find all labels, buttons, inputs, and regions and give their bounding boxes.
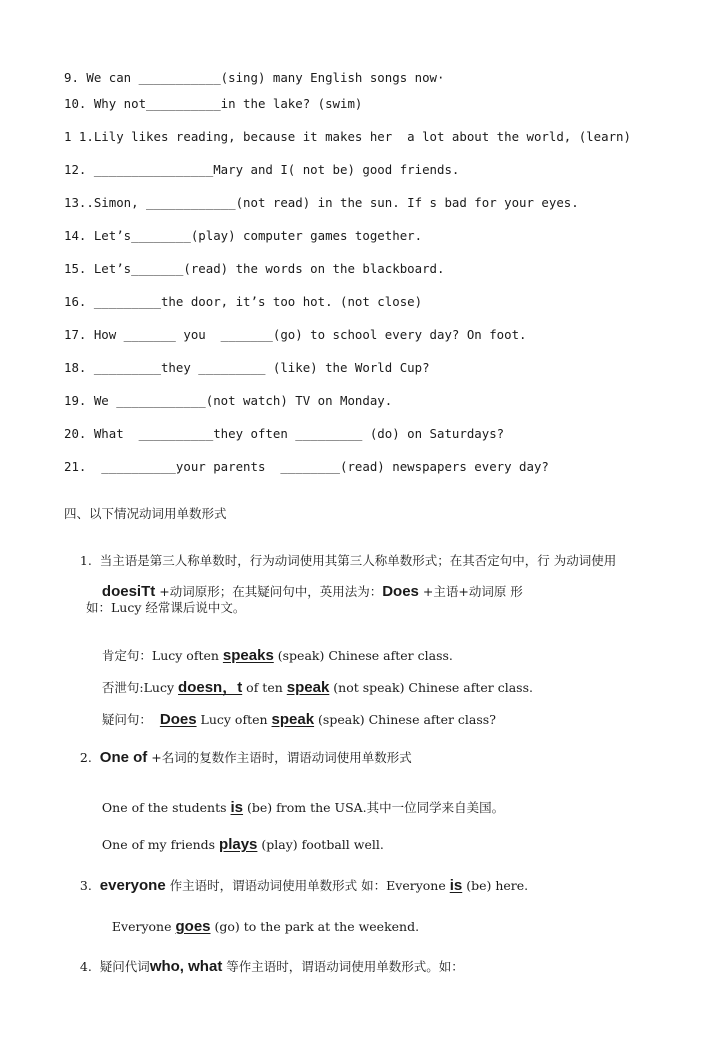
rule-2-number: 2. (79, 750, 92, 765)
answer-is: is (230, 799, 244, 816)
keyword-who-what: who, what (149, 958, 223, 975)
keyword-doesnt: doesiTt (101, 583, 156, 600)
exercise-11: 1 1.Lily likes reading, because it makes her a lot about the world, (learn) (64, 129, 631, 144)
keyword-everyone: everyone (99, 877, 166, 894)
ex-post: (be) here. (462, 878, 529, 893)
exercise-12: 12. ________________Mary and I( not be) good friends. (64, 162, 460, 177)
ex-pre: Everyone (386, 878, 446, 893)
exercise-21: 21. __________your parents ________(read) newspapers every day? (64, 459, 549, 474)
neg-mid: of ten (242, 680, 283, 695)
exercise-9: 9. We can ___________(sing) many English songs now· (64, 70, 445, 85)
ex-cn: 其中一位同学来自美国。 (366, 800, 505, 815)
rule-2-text: +名词的复数作主语时，谓语动词使用单数形式 (151, 750, 412, 765)
rule-1-example-cn: 如：Lucy 经常课后说中文。 (86, 600, 246, 615)
exercise-16: 16. _________the door, it’s too hot. (not close) (64, 294, 423, 309)
ex-post: (go) to the park at the weekend. (210, 919, 420, 934)
answer-goes: goes (175, 918, 211, 935)
keyword-one-of: One of (99, 749, 148, 766)
answer-speaks: speaks (222, 647, 274, 664)
affirm-label: 肯定句：Lucy often (101, 648, 219, 663)
rule-1-number: 1. (79, 553, 92, 568)
exercise-17: 17. How _______ you _______(go) to school every day? On foot. (64, 327, 527, 342)
ex-post: (be) from the USA. (243, 800, 367, 815)
rule-1-tail: +主语+动词原 形 (422, 584, 523, 599)
exercise-14: 14. Let’s________(play) computer games together. (64, 228, 423, 243)
answer-is-everyone: is (449, 877, 463, 894)
rule-1-text: 当主语是第三人称单数时，行为动词使用其第三人称单数形式；在其否定句中，行 为动词使用 (99, 553, 617, 568)
affirm-rest: (speak) Chinese after class. (273, 648, 453, 663)
exercise-10: 10. Why not__________in the lake? (swim) (64, 96, 363, 111)
rule-1-mid: +动词原形；在其疑问句中，英用法为： (159, 584, 383, 599)
ex-pre: One of the students (101, 800, 227, 815)
answer-speak-question: speak (271, 711, 315, 728)
answer-plays: plays (219, 836, 258, 853)
exercise-20: 20. What __________they often _________ (do) on Saturdays? (64, 426, 505, 441)
neg-label: 否泄句:Lucy (101, 680, 175, 695)
exercise-15: 15. Let’s_______(read) the words on the blackboard. (64, 261, 445, 276)
answer-speak: speak (286, 679, 330, 696)
rule-3-number: 3. (79, 878, 92, 893)
exercise-19: 19. We ____________(not watch) TV on Monday. (64, 393, 393, 408)
section-title: 四、以下情况动词用单数形式 (64, 506, 227, 521)
rule-2-intro (64, 734, 412, 782)
neg-rest: (not speak) Chinese after class. (329, 680, 533, 695)
exercise-18: 18. _________they _________ (like) the World Cup? (64, 360, 430, 375)
exercise-13: 13..Simon, ____________(not read) in the sun. If s bad for your eyes. (64, 195, 579, 210)
ex-pre: Everyone (111, 919, 172, 934)
rule-4-intro (64, 943, 464, 991)
q-label: 疑问句： (101, 712, 152, 727)
answer-doesnt: doesn，t (178, 679, 243, 696)
q-rest: (speak) Chinese after class? (314, 712, 496, 727)
rule-4-text-2: 等作主语时，谓语动词使用单数形式。如： (226, 959, 464, 974)
keyword-does: Does (382, 583, 419, 600)
ex-pre: One of my friends (101, 837, 216, 852)
rule-3-text: 作主语时，谓语动词使用单数形式 如： (169, 878, 387, 893)
rule-4-text-1: 疑问代词 (99, 959, 150, 974)
ex-post: (play) football well. (257, 837, 384, 852)
rule-4-number: 4. (79, 959, 92, 974)
q-mid: Lucy often (196, 712, 268, 727)
answer-does: Does (159, 711, 197, 728)
